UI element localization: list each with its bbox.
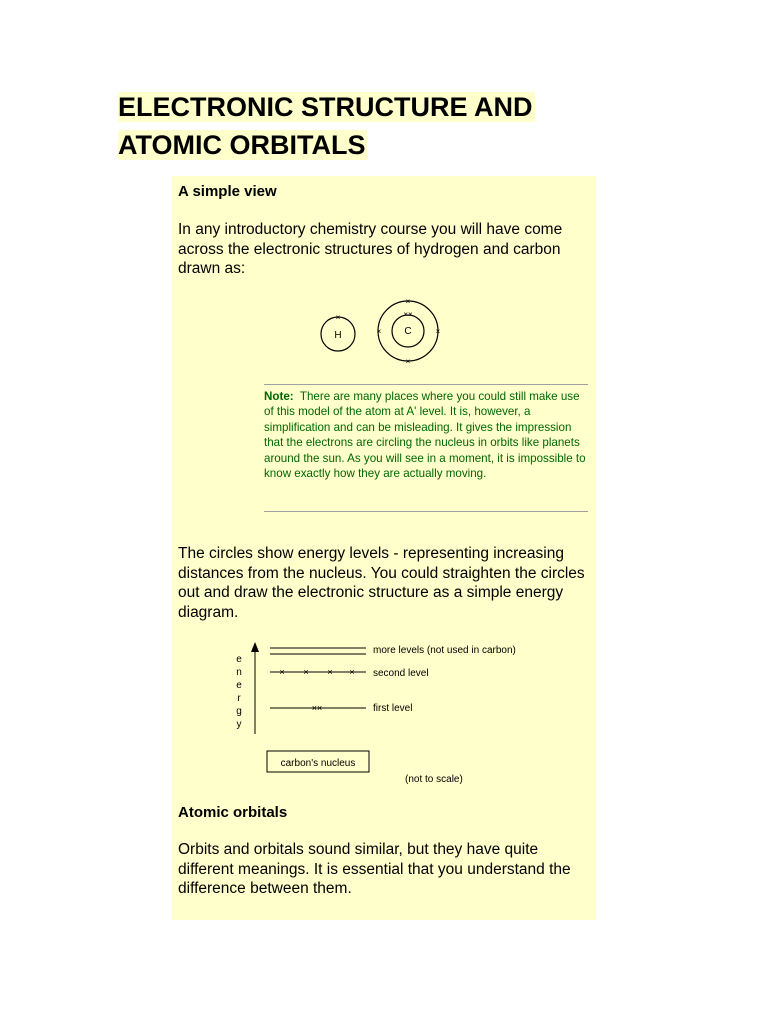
axis-letter-y: y [236, 719, 242, 730]
carbon-outer-electron-bottom: × [405, 357, 411, 366]
note-box [264, 384, 588, 512]
atomic-orbitals-heading: Atomic orbitals [178, 804, 288, 821]
carbon-outer-electron-top: × [405, 297, 411, 306]
carbon-inner-electrons: ×× [403, 310, 413, 319]
axis-letter-e2: e [236, 680, 242, 691]
second-level-electron-2: × [303, 667, 309, 677]
first-level [270, 703, 412, 714]
nucleus-box [267, 751, 369, 772]
note-label: Note: [264, 390, 294, 403]
simple-view-heading: A simple view [178, 183, 277, 200]
axis-letter-e1: e [236, 654, 242, 665]
axis-letter-r: r [237, 693, 241, 704]
more-levels [270, 645, 516, 656]
nucleus-label: carbon's nucleus [280, 758, 356, 769]
carbon-label: C [404, 326, 412, 337]
first-level-electrons: ×× [311, 703, 323, 713]
second-level-electron-1: × [279, 667, 285, 677]
hydrogen-electron: × [335, 313, 341, 322]
carbon-atom [377, 297, 441, 366]
title-line-2: ATOMIC ORBITALS [118, 130, 366, 160]
orbitals-paragraph: Orbits and orbitals sound similar, but they have quite different meanings. It is essential that you understand the difference between them. [178, 841, 571, 897]
more-levels-label: more levels (not used in carbon) [373, 645, 516, 656]
content-box [172, 176, 596, 920]
title-line-1: ELECTRONIC STRUCTURE AND [118, 92, 533, 122]
atom-diagram [312, 294, 452, 366]
hydrogen-atom [321, 313, 355, 351]
note-paragraph [264, 389, 588, 481]
axis-letter-g: g [236, 706, 242, 717]
hydrogen-label: H [334, 330, 342, 341]
axis-letter-n: n [236, 667, 242, 678]
circles-paragraph: The circles show energy levels - representing increasing distances from the nucleus. You could straighten the circles out and draw the electronic structure as a simple energy diagram. [178, 545, 585, 621]
page-title [118, 88, 535, 164]
second-level-label: second level [373, 668, 429, 679]
first-level-label: first level [373, 703, 413, 714]
second-level [270, 667, 429, 679]
energy-diagram [230, 638, 540, 790]
scale-note: (not to scale) [405, 774, 463, 785]
carbon-outer-electron-right: × [435, 327, 441, 336]
energy-arrow [251, 642, 259, 734]
second-level-electron-3: × [327, 667, 333, 677]
intro-paragraph: In any introductory chemistry course you will have come across the electronic structures of hydrogen and carbon drawn as: [178, 221, 563, 277]
energy-axis-label [236, 654, 242, 730]
note-text: There are many places where you could still make use of this model of the atom at A' level. It is, however, a simplification and can be misleading. It gives the impression that the electrons are circling the nucleus in orbits like planets around the sun. As you will see in a moment, it is impossible to know exactly how they are actually moving. [264, 390, 586, 481]
second-level-electron-4: × [349, 667, 355, 677]
carbon-outer-electron-left: × [376, 327, 382, 336]
